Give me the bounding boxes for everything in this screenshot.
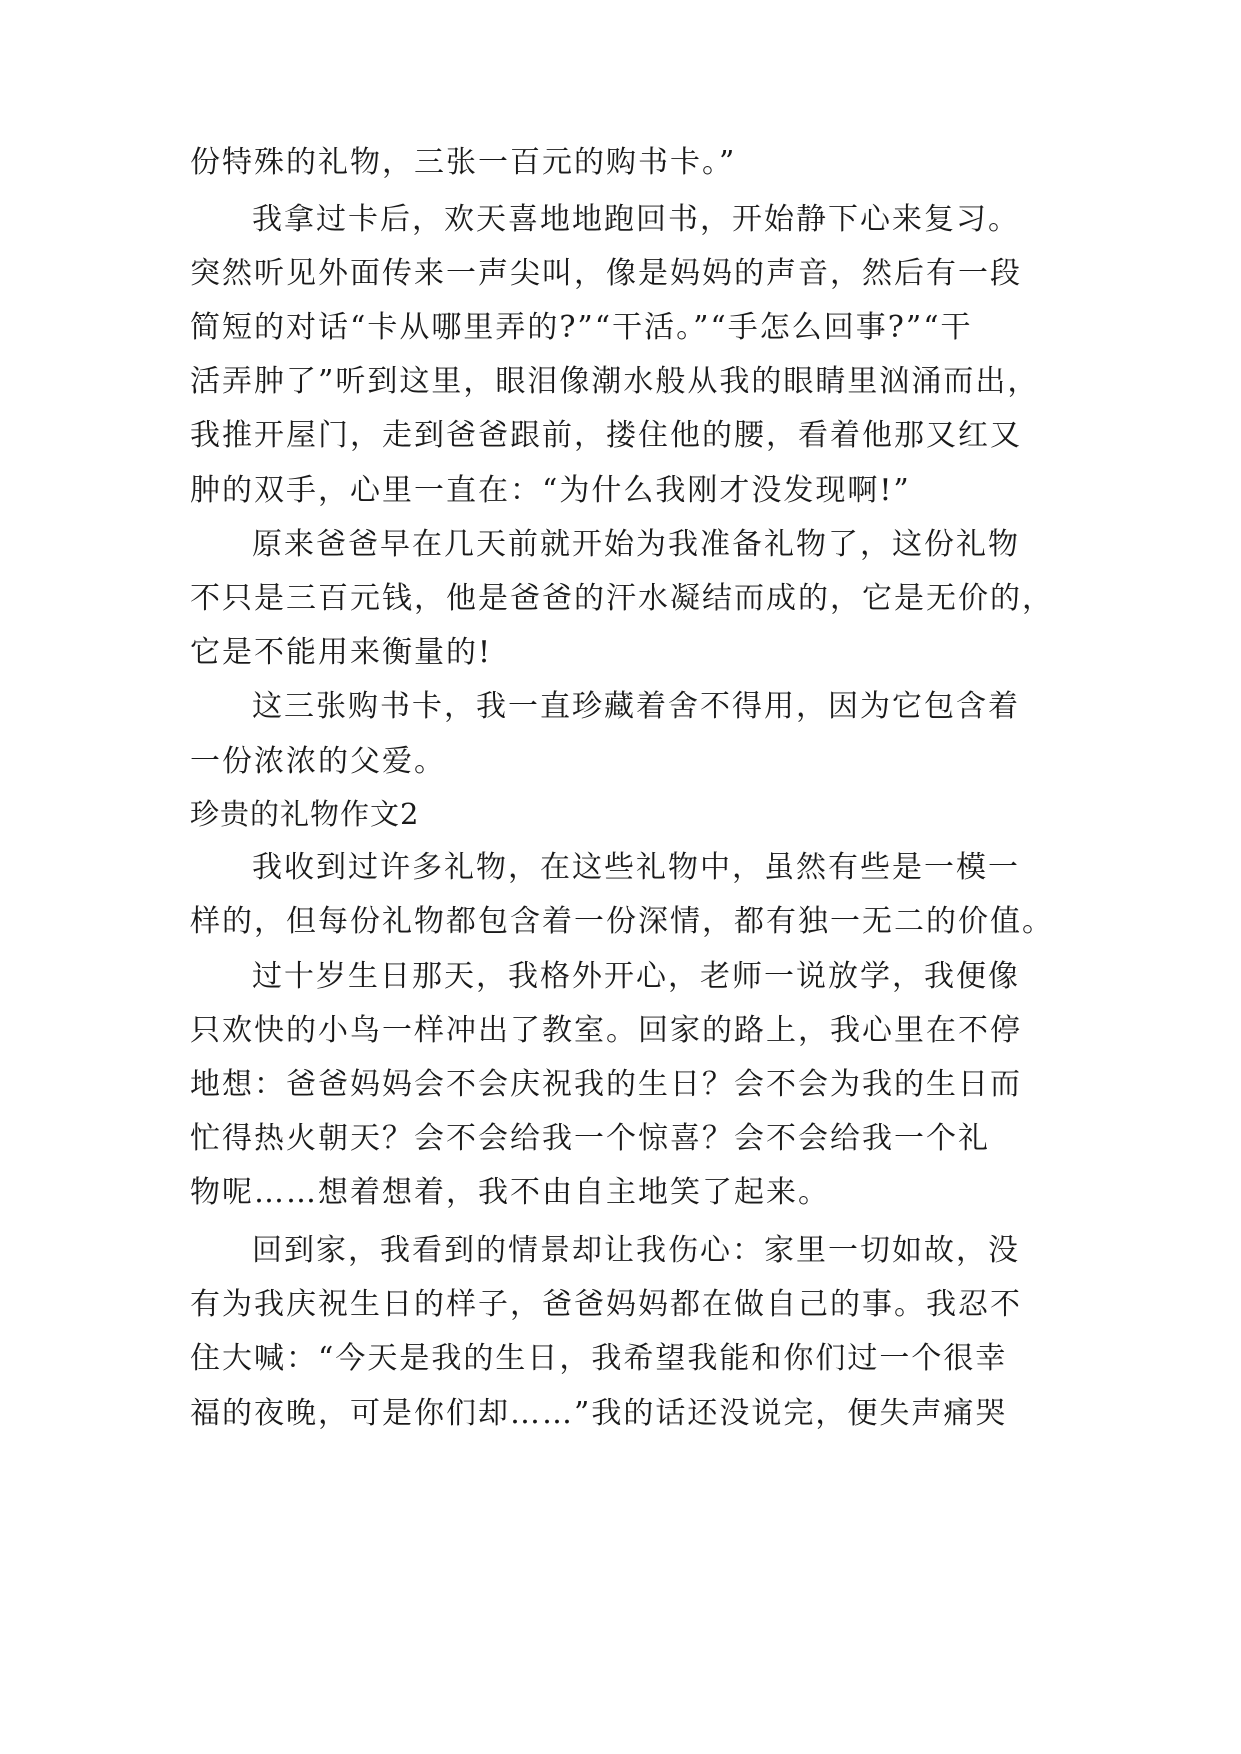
text-line: 回到家，我看到的情景却让我伤心：家里一切如故，没: [252, 1233, 1020, 1268]
text-line: 原来爸爸早在几天前就开始为我准备礼物了，这份礼物: [252, 527, 1020, 562]
text-line: 我收到过许多礼物，在这些礼物中，虽然有些是一模一: [252, 850, 1020, 885]
text-line: 这三张购书卡，我一直珍藏着舍不得用，因为它包含着: [252, 689, 1020, 724]
section-heading: 珍贵的礼物作文2: [190, 797, 420, 831]
text-line: 福的夜晚，可是你们却……”我的话还没说完，便失声痛哭: [190, 1396, 1008, 1431]
text-line: 有为我庆祝生日的样子，爸爸妈妈都在做自己的事。我忍不: [190, 1287, 1022, 1322]
text-line: 活弄肿了”听到这里，眼泪像潮水般从我的眼睛里汹涌而出，: [190, 364, 1040, 399]
text-line: 我推开屋门，走到爸爸跟前，搂住他的腰，看着他那又红又: [190, 418, 1022, 453]
text-line: 过十岁生日那天，我格外开心，老师一说放学，我便像: [252, 959, 1020, 994]
text-line: 肿的双手，心里一直在：“为什么我刚才没发现啊!”: [190, 473, 911, 508]
text-line: 简短的对话“卡从哪里弄的?”“干活。”“手怎么回事?”“干: [190, 310, 973, 345]
text-line: 突然听见外面传来一声尖叫，像是妈妈的声音，然后有一段: [190, 256, 1022, 291]
text-line: 一份浓浓的父爱。: [190, 744, 446, 779]
text-line: 样的，但每份礼物都包含着一份深情，都有独一无二的价值。: [190, 904, 1054, 939]
text-line: 只欢快的小鸟一样冲出了教室。回家的路上，我心里在不停: [190, 1013, 1022, 1048]
text-line: 它是不能用来衡量的!: [190, 635, 493, 670]
text-line: 份特殊的礼物，三张一百元的购书卡。”: [190, 145, 737, 180]
text-line: 地想：爸爸妈妈会不会庆祝我的生日？会不会为我的生日而: [190, 1067, 1022, 1102]
text-line: 忙得热火朝天？会不会给我一个惊喜？会不会给我一个礼: [190, 1121, 990, 1156]
text-line: 物呢……想着想着，我不由自主地笑了起来。: [190, 1175, 830, 1210]
text-line: 不只是三百元钱，他是爸爸的汗水凝结而成的，它是无价的，: [190, 581, 1054, 616]
text-line: 住大喊：“今天是我的生日，我希望我能和你们过一个很幸: [190, 1341, 1008, 1376]
text-line: 我拿过卡后，欢天喜地地跑回书，开始静下心来复习。: [252, 202, 1020, 237]
